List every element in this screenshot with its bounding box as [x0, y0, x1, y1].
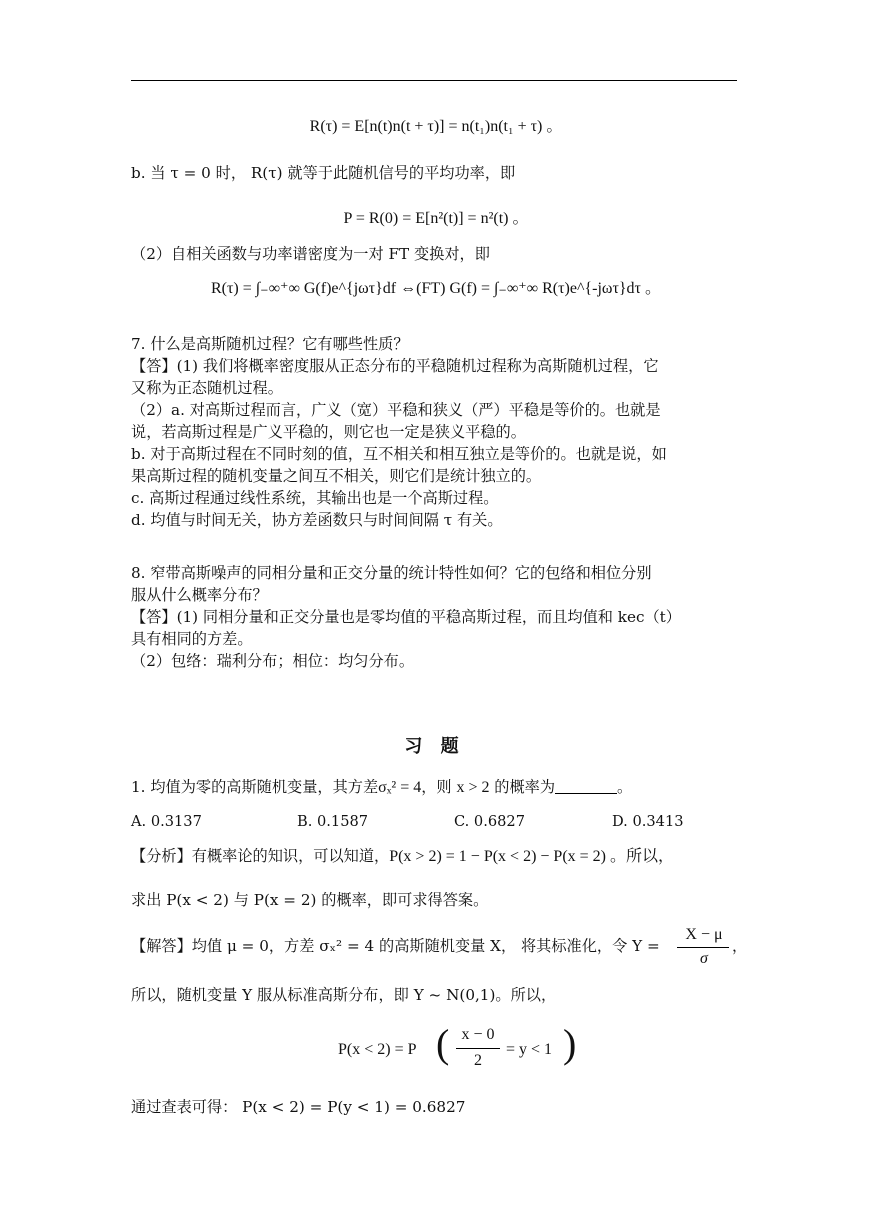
option-b: B. 0.1587 [297, 813, 369, 830]
q7-line: 说，若高斯过程是广义平稳的，则它也一定是狭义平稳的。 [131, 423, 526, 441]
q7-line: 果高斯过程的随机变量之间互不相关，则它们是统计独立的。 [131, 467, 542, 485]
header-rule [131, 80, 737, 81]
equation-standardize: P(x < 2) = P ( x − 0 2 = y < 1 ) [131, 1026, 741, 1076]
equation-wiener-khinchin: R(τ) = ∫₋∞⁺∞ G(f)e^{jωτ}df ⇔(FT) G(f) = ∫₋∞⁺∞ R(τ)e^{-jωτ}dτ 。 [211, 280, 661, 297]
equation-power: P = R(0) = E[n²(t)] = n²(t) 。 [343, 210, 529, 227]
solution-line-1: 【解答】均值 μ = 0，方差 σₓ² = 4 的高斯随机变量 X， 将其标准化，令 Y = X − μ σ ， [131, 934, 741, 974]
q7-line: d. 均值与时间无关，协方差函数只与时间间隔 τ 有关。 [131, 511, 503, 529]
q8-line: 具有相同的方差。 [131, 630, 253, 648]
answer-options [131, 813, 751, 835]
paragraph-ft-pair: （2）自相关函数与功率谱密度为一对 FT 变换对，即 [131, 245, 490, 263]
analysis-line-2: 求出 P(x < 2) 与 P(x = 2) 的概率，即可求得答案。 [131, 891, 489, 909]
option-c: C. 0.6827 [454, 813, 525, 830]
q8-line: 【答】(1) 同相分量和正交分量也是零均值的平稳高斯过程，而且均值和 kec（t） [131, 608, 681, 626]
q8-line: 8. 窄带高斯噪声的同相分量和正交分量的统计特性如何？它的包络和相位分别 [131, 564, 652, 582]
q7-line: 又称为正态随机过程。 [131, 379, 283, 397]
solution-line-2: 所以，随机变量 Y 服从标准高斯分布，即 Y ~ N(0,1)。所以， [131, 986, 557, 1004]
equation-autocorrelation: R(τ) = E[n(t)n(t + τ)] = n(t₁)n(t₁ + τ) 。 [309, 118, 563, 135]
q7-line: c. 高斯过程通过线性系统，其输出也是一个高斯过程。 [131, 489, 499, 507]
paren-close: ) [563, 1021, 577, 1066]
eq4-numerator: x − 0 [461, 1026, 495, 1043]
fraction-numerator: X − μ [685, 926, 723, 943]
q7-line: 【答】(1) 我们将概率密度服从正态分布的平稳随机过程称为高斯随机过程，它 [131, 357, 659, 375]
q7-line: （2）a. 对高斯过程而言，广义（宽）平稳和狭义（严）平稳是等价的。也就是 [131, 401, 661, 419]
q8-line: （2）包络：瑞利分布；相位：均匀分布。 [131, 652, 415, 670]
fraction-denominator: σ [700, 950, 708, 967]
analysis-line-1: 【分析】有概率论的知识，可以知道，P(x > 2) = 1 − P(x < 2) − P(x = 2) 。所以， [131, 847, 674, 865]
option-d: D. 0.3413 [612, 813, 684, 830]
answer-blank [555, 777, 617, 794]
eq4-denominator: 2 [474, 1052, 482, 1069]
option-a: A. 0.3137 [131, 813, 202, 830]
section-heading: 习 题 [404, 736, 465, 757]
eq4-fraction-bar [456, 1048, 500, 1049]
problem-1-question: 1. 均值为零的高斯随机变量，其方差σₓ² = 4，则 x > 2 的概率为 。 [131, 778, 633, 796]
q8-line: 服从什么概率分布？ [131, 586, 268, 604]
paren-open: ( [436, 1021, 450, 1066]
lookup-result: 通过查表可得： P(x < 2) = P(y < 1) = 0.6827 [131, 1098, 466, 1116]
question-8 [131, 562, 741, 672]
q7-line: b. 对于高斯过程在不同时刻的值，互不相关和相互独立是等价的。也就是说，如 [131, 445, 667, 463]
question-7 [131, 333, 741, 531]
paragraph-b-average-power: b. 当 τ = 0 时， R(τ) 就等于此随机信号的平均功率，即 [131, 164, 516, 182]
q7-line: 7. 什么是高斯随机过程？它有哪些性质？ [131, 335, 409, 353]
